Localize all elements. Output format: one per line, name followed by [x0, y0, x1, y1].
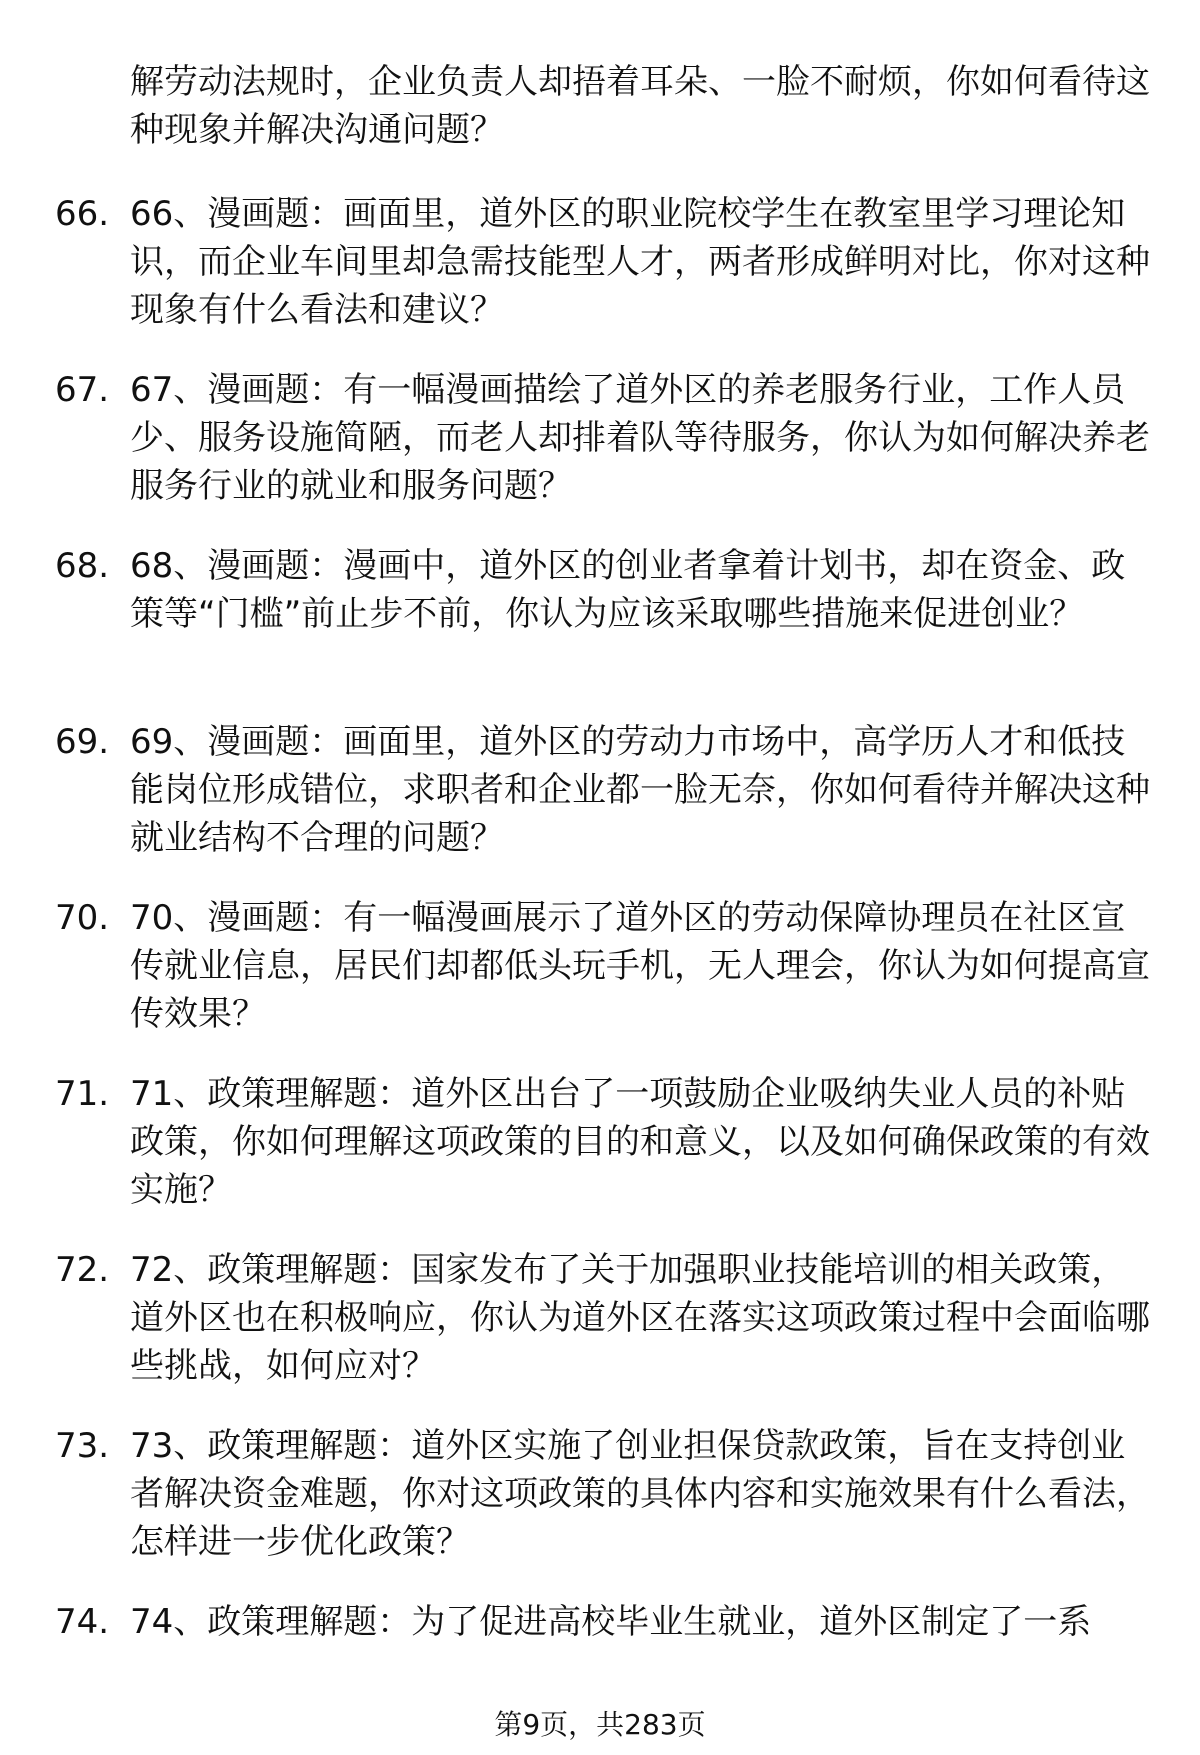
question-number: 70.	[55, 898, 110, 938]
list-item	[0, 542, 1200, 718]
question-number: 73.	[55, 1426, 110, 1466]
question-list	[0, 190, 1200, 1755]
question-text: 69、漫画题：画面里，道外区的劳动力市场中，高学历人才和低技能岗位形成错位，求职者和企业都一脸无奈，你如何看待并解决这种就业结构不合理的问题？	[130, 722, 1150, 858]
page-footer: 第9页，共283页	[0, 1705, 1200, 1745]
question-number: 67.	[55, 370, 110, 410]
question-text: 68、漫画题：漫画中，道外区的创业者拿着计划书，却在资金、政策等“门槛”前止步不前，你认为应该采取哪些措施来促进创业？	[130, 546, 1126, 634]
question-text: 72、政策理解题：国家发布了关于加强职业技能培训的相关政策，道外区也在积极响应，你认为道外区在落实这项政策过程中会面临哪些挑战，如何应对？	[130, 1250, 1150, 1386]
question-number: 69.	[55, 722, 110, 762]
question-text: 74、政策理解题：为了促进高校毕业生就业，道外区制定了一系	[130, 1602, 1092, 1642]
list-item	[0, 1246, 1200, 1422]
question-number: 66.	[55, 194, 110, 234]
list-item	[0, 718, 1200, 894]
list-item	[0, 366, 1200, 542]
question-text: 67、漫画题：有一幅漫画描绘了道外区的养老服务行业，工作人员少、服务设施简陋，而老人却排着队等待服务，你认为如何解决养老服务行业的就业和服务问题？	[130, 370, 1150, 506]
list-item	[0, 894, 1200, 1070]
question-text: 73、政策理解题：道外区实施了创业担保贷款政策，旨在支持创业者解决资金难题，你对这项政策的具体内容和实施效果有什么看法，怎样进一步优化政策？	[130, 1426, 1150, 1562]
continued-question-text: 解劳动法规时，企业负责人却捂着耳朵、一脸不耐烦，你如何看待这种现象并解决沟通问题？	[130, 62, 1150, 150]
question-number: 68.	[55, 546, 110, 586]
question-number: 71.	[55, 1074, 110, 1114]
list-item	[0, 1422, 1200, 1598]
question-number: 74.	[55, 1602, 110, 1642]
list-item	[0, 190, 1200, 366]
question-text: 66、漫画题：画面里，道外区的职业院校学生在教室里学习理论知识，而企业车间里却急需技能型人才，两者形成鲜明对比，你对这种现象有什么看法和建议？	[130, 194, 1150, 330]
question-text: 71、政策理解题：道外区出台了一项鼓励企业吸纳失业人员的补贴政策，你如何理解这项政策的目的和意义，以及如何确保政策的有效实施？	[130, 1074, 1150, 1210]
question-number: 72.	[55, 1250, 110, 1290]
question-text: 70、漫画题：有一幅漫画展示了道外区的劳动保障协理员在社区宣传就业信息，居民们却都低头玩手机，无人理会，你认为如何提高宣传效果？	[130, 898, 1150, 1034]
list-item	[0, 1070, 1200, 1246]
